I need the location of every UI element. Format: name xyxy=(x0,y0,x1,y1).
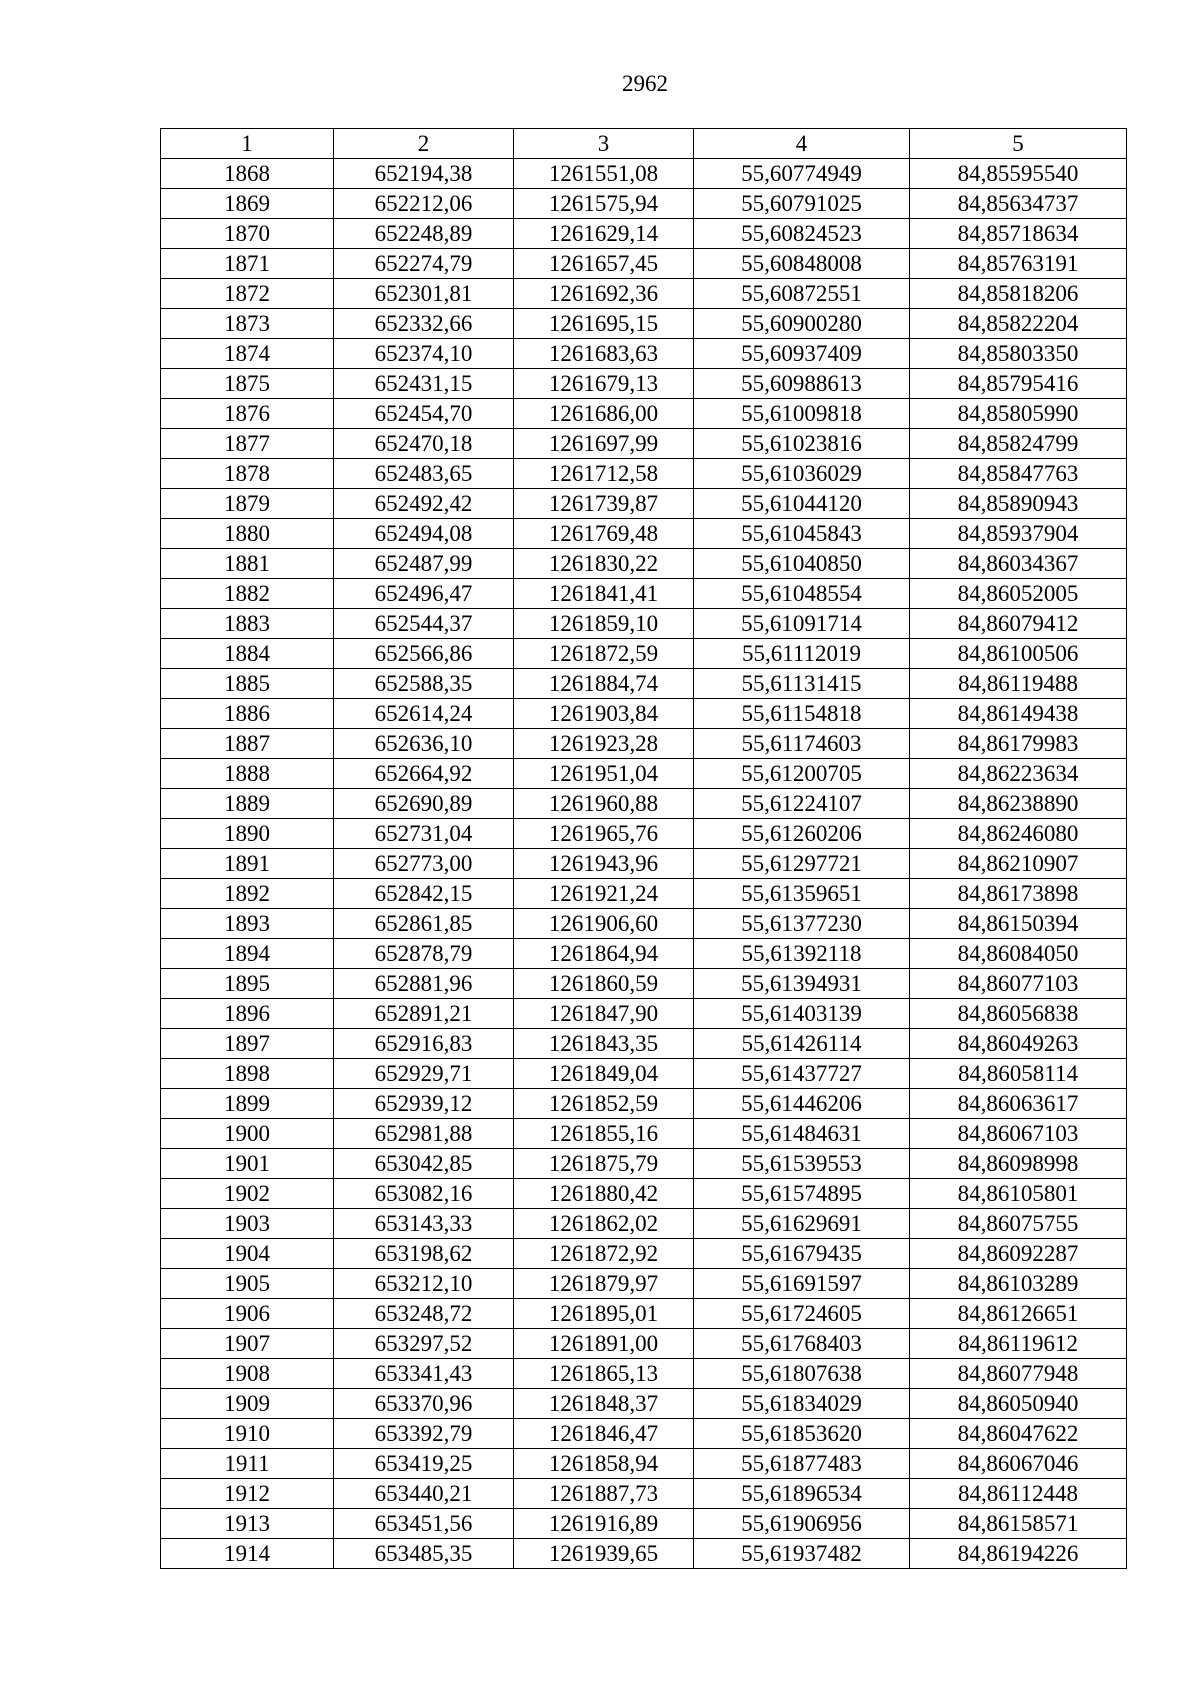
table-row xyxy=(161,1269,1127,1299)
longitude-cell: 84,85847763 xyxy=(910,459,1127,489)
column-header: 1 xyxy=(161,129,334,159)
latitude-cell: 55,61403139 xyxy=(694,999,910,1029)
table-row xyxy=(161,669,1127,699)
y-coordinate-cell: 1261921,24 xyxy=(514,879,694,909)
latitude-cell: 55,61877483 xyxy=(694,1449,910,1479)
y-coordinate-cell: 1261960,88 xyxy=(514,789,694,819)
table-row xyxy=(161,549,1127,579)
y-coordinate-cell: 1261847,90 xyxy=(514,999,694,1029)
longitude-cell: 84,85795416 xyxy=(910,369,1127,399)
y-coordinate-cell: 1261739,87 xyxy=(514,489,694,519)
y-coordinate-cell: 1261692,36 xyxy=(514,279,694,309)
x-coordinate-cell: 653248,72 xyxy=(334,1299,514,1329)
table-row xyxy=(161,339,1127,369)
point-number-cell: 1897 xyxy=(161,1029,334,1059)
latitude-cell: 55,61906956 xyxy=(694,1509,910,1539)
x-coordinate-cell: 652431,15 xyxy=(334,369,514,399)
longitude-cell: 84,86067046 xyxy=(910,1449,1127,1479)
x-coordinate-cell: 652374,10 xyxy=(334,339,514,369)
longitude-cell: 84,86098998 xyxy=(910,1149,1127,1179)
longitude-cell: 84,85595540 xyxy=(910,159,1127,189)
y-coordinate-cell: 1261695,15 xyxy=(514,309,694,339)
table-row xyxy=(161,1089,1127,1119)
y-coordinate-cell: 1261887,73 xyxy=(514,1479,694,1509)
y-coordinate-cell: 1261712,58 xyxy=(514,459,694,489)
longitude-cell: 84,86063617 xyxy=(910,1089,1127,1119)
point-number-cell: 1873 xyxy=(161,309,334,339)
y-coordinate-cell: 1261872,92 xyxy=(514,1239,694,1269)
y-coordinate-cell: 1261872,59 xyxy=(514,639,694,669)
table-row xyxy=(161,639,1127,669)
y-coordinate-cell: 1261629,14 xyxy=(514,219,694,249)
latitude-cell: 55,61040850 xyxy=(694,549,910,579)
x-coordinate-cell: 652274,79 xyxy=(334,249,514,279)
y-coordinate-cell: 1261551,08 xyxy=(514,159,694,189)
y-coordinate-cell: 1261965,76 xyxy=(514,819,694,849)
latitude-cell: 55,61045843 xyxy=(694,519,910,549)
longitude-cell: 84,85805990 xyxy=(910,399,1127,429)
table-row xyxy=(161,1329,1127,1359)
x-coordinate-cell: 653419,25 xyxy=(334,1449,514,1479)
x-coordinate-cell: 652773,00 xyxy=(334,849,514,879)
latitude-cell: 55,61112019 xyxy=(694,639,910,669)
point-number-cell: 1905 xyxy=(161,1269,334,1299)
longitude-cell: 84,86105801 xyxy=(910,1179,1127,1209)
longitude-cell: 84,86246080 xyxy=(910,819,1127,849)
point-number-cell: 1870 xyxy=(161,219,334,249)
latitude-cell: 55,61359651 xyxy=(694,879,910,909)
longitude-cell: 84,86034367 xyxy=(910,549,1127,579)
table-row xyxy=(161,369,1127,399)
x-coordinate-cell: 652664,92 xyxy=(334,759,514,789)
x-coordinate-cell: 652588,35 xyxy=(334,669,514,699)
longitude-cell: 84,86079412 xyxy=(910,609,1127,639)
table-row xyxy=(161,999,1127,1029)
longitude-cell: 84,86112448 xyxy=(910,1479,1127,1509)
latitude-cell: 55,61539553 xyxy=(694,1149,910,1179)
x-coordinate-cell: 653451,56 xyxy=(334,1509,514,1539)
x-coordinate-cell: 652881,96 xyxy=(334,969,514,999)
longitude-cell: 84,86126651 xyxy=(910,1299,1127,1329)
latitude-cell: 55,61807638 xyxy=(694,1359,910,1389)
table-row xyxy=(161,429,1127,459)
point-number-cell: 1895 xyxy=(161,969,334,999)
longitude-cell: 84,86179983 xyxy=(910,729,1127,759)
x-coordinate-cell: 652194,38 xyxy=(334,159,514,189)
latitude-cell: 55,61200705 xyxy=(694,759,910,789)
x-coordinate-cell: 653370,96 xyxy=(334,1389,514,1419)
table-row xyxy=(161,789,1127,819)
table-row xyxy=(161,819,1127,849)
longitude-cell: 84,85634737 xyxy=(910,189,1127,219)
latitude-cell: 55,61048554 xyxy=(694,579,910,609)
point-number-cell: 1878 xyxy=(161,459,334,489)
point-number-cell: 1908 xyxy=(161,1359,334,1389)
latitude-cell: 55,61724605 xyxy=(694,1299,910,1329)
x-coordinate-cell: 653198,62 xyxy=(334,1239,514,1269)
table-row xyxy=(161,1059,1127,1089)
point-number-cell: 1904 xyxy=(161,1239,334,1269)
point-number-cell: 1903 xyxy=(161,1209,334,1239)
x-coordinate-cell: 652248,89 xyxy=(334,219,514,249)
longitude-cell: 84,86050940 xyxy=(910,1389,1127,1419)
latitude-cell: 55,61044120 xyxy=(694,489,910,519)
longitude-cell: 84,85822204 xyxy=(910,309,1127,339)
point-number-cell: 1898 xyxy=(161,1059,334,1089)
y-coordinate-cell: 1261916,89 xyxy=(514,1509,694,1539)
table-row xyxy=(161,1029,1127,1059)
y-coordinate-cell: 1261575,94 xyxy=(514,189,694,219)
longitude-cell: 84,86100506 xyxy=(910,639,1127,669)
table-row xyxy=(161,219,1127,249)
point-number-cell: 1891 xyxy=(161,849,334,879)
x-coordinate-cell: 652487,99 xyxy=(334,549,514,579)
point-number-cell: 1882 xyxy=(161,579,334,609)
y-coordinate-cell: 1261903,84 xyxy=(514,699,694,729)
longitude-cell: 84,86075755 xyxy=(910,1209,1127,1239)
latitude-cell: 55,61036029 xyxy=(694,459,910,489)
x-coordinate-cell: 652301,81 xyxy=(334,279,514,309)
longitude-cell: 84,85937904 xyxy=(910,519,1127,549)
latitude-cell: 55,61853620 xyxy=(694,1419,910,1449)
latitude-cell: 55,60824523 xyxy=(694,219,910,249)
y-coordinate-cell: 1261862,02 xyxy=(514,1209,694,1239)
latitude-cell: 55,61224107 xyxy=(694,789,910,819)
table-row xyxy=(161,1209,1127,1239)
x-coordinate-cell: 653143,33 xyxy=(334,1209,514,1239)
point-number-cell: 1894 xyxy=(161,939,334,969)
x-coordinate-cell: 652492,42 xyxy=(334,489,514,519)
table-row xyxy=(161,1449,1127,1479)
column-header: 3 xyxy=(514,129,694,159)
y-coordinate-cell: 1261830,22 xyxy=(514,549,694,579)
longitude-cell: 84,86194226 xyxy=(910,1539,1127,1569)
x-coordinate-cell: 652332,66 xyxy=(334,309,514,339)
point-number-cell: 1869 xyxy=(161,189,334,219)
point-number-cell: 1914 xyxy=(161,1539,334,1569)
point-number-cell: 1877 xyxy=(161,429,334,459)
y-coordinate-cell: 1261891,00 xyxy=(514,1329,694,1359)
y-coordinate-cell: 1261697,99 xyxy=(514,429,694,459)
point-number-cell: 1912 xyxy=(161,1479,334,1509)
y-coordinate-cell: 1261923,28 xyxy=(514,729,694,759)
table-row xyxy=(161,1389,1127,1419)
table-row xyxy=(161,309,1127,339)
point-number-cell: 1899 xyxy=(161,1089,334,1119)
table-row xyxy=(161,489,1127,519)
latitude-cell: 55,61768403 xyxy=(694,1329,910,1359)
table-row xyxy=(161,1539,1127,1569)
longitude-cell: 84,85890943 xyxy=(910,489,1127,519)
longitude-cell: 84,86103289 xyxy=(910,1269,1127,1299)
point-number-cell: 1868 xyxy=(161,159,334,189)
y-coordinate-cell: 1261943,96 xyxy=(514,849,694,879)
longitude-cell: 84,86223634 xyxy=(910,759,1127,789)
x-coordinate-cell: 652544,37 xyxy=(334,609,514,639)
table-row xyxy=(161,1479,1127,1509)
latitude-cell: 55,61377230 xyxy=(694,909,910,939)
table-row xyxy=(161,939,1127,969)
latitude-cell: 55,61691597 xyxy=(694,1269,910,1299)
latitude-cell: 55,61091714 xyxy=(694,609,910,639)
y-coordinate-cell: 1261895,01 xyxy=(514,1299,694,1329)
table-row xyxy=(161,459,1127,489)
latitude-cell: 55,60988613 xyxy=(694,369,910,399)
latitude-cell: 55,61574895 xyxy=(694,1179,910,1209)
latitude-cell: 55,61437727 xyxy=(694,1059,910,1089)
x-coordinate-cell: 653042,85 xyxy=(334,1149,514,1179)
table-row xyxy=(161,729,1127,759)
table-row xyxy=(161,1299,1127,1329)
x-coordinate-cell: 652731,04 xyxy=(334,819,514,849)
longitude-cell: 84,85824799 xyxy=(910,429,1127,459)
latitude-cell: 55,60848008 xyxy=(694,249,910,279)
table-row xyxy=(161,969,1127,999)
latitude-cell: 55,60774949 xyxy=(694,159,910,189)
x-coordinate-cell: 652494,08 xyxy=(334,519,514,549)
latitude-cell: 55,60872551 xyxy=(694,279,910,309)
table-row xyxy=(161,579,1127,609)
longitude-cell: 84,86150394 xyxy=(910,909,1127,939)
point-number-cell: 1872 xyxy=(161,279,334,309)
longitude-cell: 84,86067103 xyxy=(910,1119,1127,1149)
x-coordinate-cell: 652496,47 xyxy=(334,579,514,609)
longitude-cell: 84,86084050 xyxy=(910,939,1127,969)
y-coordinate-cell: 1261939,65 xyxy=(514,1539,694,1569)
latitude-cell: 55,61937482 xyxy=(694,1539,910,1569)
latitude-cell: 55,60900280 xyxy=(694,309,910,339)
page-number: 2962 xyxy=(622,71,668,96)
table-row xyxy=(161,1239,1127,1269)
y-coordinate-cell: 1261875,79 xyxy=(514,1149,694,1179)
point-number-cell: 1884 xyxy=(161,639,334,669)
table-row xyxy=(161,849,1127,879)
y-coordinate-cell: 1261879,97 xyxy=(514,1269,694,1299)
y-coordinate-cell: 1261906,60 xyxy=(514,909,694,939)
y-coordinate-cell: 1261686,00 xyxy=(514,399,694,429)
table-header-row xyxy=(161,129,1127,159)
longitude-cell: 84,85718634 xyxy=(910,219,1127,249)
coordinates-table xyxy=(160,128,1127,1569)
y-coordinate-cell: 1261849,04 xyxy=(514,1059,694,1089)
point-number-cell: 1907 xyxy=(161,1329,334,1359)
table-row xyxy=(161,699,1127,729)
x-coordinate-cell: 652614,24 xyxy=(334,699,514,729)
latitude-cell: 55,61154818 xyxy=(694,699,910,729)
y-coordinate-cell: 1261848,37 xyxy=(514,1389,694,1419)
point-number-cell: 1900 xyxy=(161,1119,334,1149)
y-coordinate-cell: 1261858,94 xyxy=(514,1449,694,1479)
x-coordinate-cell: 653440,21 xyxy=(334,1479,514,1509)
y-coordinate-cell: 1261864,94 xyxy=(514,939,694,969)
y-coordinate-cell: 1261855,16 xyxy=(514,1119,694,1149)
latitude-cell: 55,61394931 xyxy=(694,969,910,999)
table-row xyxy=(161,879,1127,909)
x-coordinate-cell: 653212,10 xyxy=(334,1269,514,1299)
point-number-cell: 1888 xyxy=(161,759,334,789)
x-coordinate-cell: 652916,83 xyxy=(334,1029,514,1059)
longitude-cell: 84,85818206 xyxy=(910,279,1127,309)
point-number-cell: 1889 xyxy=(161,789,334,819)
latitude-cell: 55,61392118 xyxy=(694,939,910,969)
y-coordinate-cell: 1261865,13 xyxy=(514,1359,694,1389)
column-header: 5 xyxy=(910,129,1127,159)
latitude-cell: 55,61174603 xyxy=(694,729,910,759)
longitude-cell: 84,86047622 xyxy=(910,1419,1127,1449)
x-coordinate-cell: 652939,12 xyxy=(334,1089,514,1119)
y-coordinate-cell: 1261769,48 xyxy=(514,519,694,549)
longitude-cell: 84,85763191 xyxy=(910,249,1127,279)
point-number-cell: 1911 xyxy=(161,1449,334,1479)
latitude-cell: 55,60791025 xyxy=(694,189,910,219)
latitude-cell: 55,60937409 xyxy=(694,339,910,369)
latitude-cell: 55,61679435 xyxy=(694,1239,910,1269)
longitude-cell: 84,86092287 xyxy=(910,1239,1127,1269)
x-coordinate-cell: 652891,21 xyxy=(334,999,514,1029)
x-coordinate-cell: 653485,35 xyxy=(334,1539,514,1569)
x-coordinate-cell: 652861,85 xyxy=(334,909,514,939)
x-coordinate-cell: 653297,52 xyxy=(334,1329,514,1359)
x-coordinate-cell: 653082,16 xyxy=(334,1179,514,1209)
longitude-cell: 84,86119612 xyxy=(910,1329,1127,1359)
y-coordinate-cell: 1261846,47 xyxy=(514,1419,694,1449)
column-header: 4 xyxy=(694,129,910,159)
latitude-cell: 55,61426114 xyxy=(694,1029,910,1059)
table-row xyxy=(161,1149,1127,1179)
y-coordinate-cell: 1261683,63 xyxy=(514,339,694,369)
point-number-cell: 1883 xyxy=(161,609,334,639)
longitude-cell: 84,86238890 xyxy=(910,789,1127,819)
y-coordinate-cell: 1261860,59 xyxy=(514,969,694,999)
x-coordinate-cell: 652690,89 xyxy=(334,789,514,819)
point-number-cell: 1896 xyxy=(161,999,334,1029)
point-number-cell: 1880 xyxy=(161,519,334,549)
y-coordinate-cell: 1261843,35 xyxy=(514,1029,694,1059)
y-coordinate-cell: 1261880,42 xyxy=(514,1179,694,1209)
x-coordinate-cell: 652566,86 xyxy=(334,639,514,669)
table-row xyxy=(161,609,1127,639)
point-number-cell: 1913 xyxy=(161,1509,334,1539)
table-row xyxy=(161,1509,1127,1539)
point-number-cell: 1879 xyxy=(161,489,334,519)
table-row xyxy=(161,1359,1127,1389)
longitude-cell: 84,86077948 xyxy=(910,1359,1127,1389)
point-number-cell: 1886 xyxy=(161,699,334,729)
table-row xyxy=(161,399,1127,429)
table-row xyxy=(161,759,1127,789)
x-coordinate-cell: 652981,88 xyxy=(334,1119,514,1149)
table-row xyxy=(161,159,1127,189)
point-number-cell: 1881 xyxy=(161,549,334,579)
longitude-cell: 84,86210907 xyxy=(910,849,1127,879)
point-number-cell: 1874 xyxy=(161,339,334,369)
latitude-cell: 55,61131415 xyxy=(694,669,910,699)
point-number-cell: 1885 xyxy=(161,669,334,699)
latitude-cell: 55,61009818 xyxy=(694,399,910,429)
table-row xyxy=(161,1179,1127,1209)
longitude-cell: 84,86077103 xyxy=(910,969,1127,999)
point-number-cell: 1892 xyxy=(161,879,334,909)
table-row xyxy=(161,1119,1127,1149)
longitude-cell: 84,85803350 xyxy=(910,339,1127,369)
x-coordinate-cell: 652842,15 xyxy=(334,879,514,909)
table-body xyxy=(161,159,1127,1569)
table-row xyxy=(161,279,1127,309)
y-coordinate-cell: 1261859,10 xyxy=(514,609,694,639)
longitude-cell: 84,86149438 xyxy=(910,699,1127,729)
point-number-cell: 1887 xyxy=(161,729,334,759)
y-coordinate-cell: 1261657,45 xyxy=(514,249,694,279)
x-coordinate-cell: 652212,06 xyxy=(334,189,514,219)
y-coordinate-cell: 1261951,04 xyxy=(514,759,694,789)
x-coordinate-cell: 652470,18 xyxy=(334,429,514,459)
latitude-cell: 55,61629691 xyxy=(694,1209,910,1239)
table-row xyxy=(161,519,1127,549)
y-coordinate-cell: 1261841,41 xyxy=(514,579,694,609)
latitude-cell: 55,61260206 xyxy=(694,819,910,849)
latitude-cell: 55,61446206 xyxy=(694,1089,910,1119)
x-coordinate-cell: 652636,10 xyxy=(334,729,514,759)
longitude-cell: 84,86052005 xyxy=(910,579,1127,609)
table-row xyxy=(161,909,1127,939)
point-number-cell: 1871 xyxy=(161,249,334,279)
x-coordinate-cell: 652454,70 xyxy=(334,399,514,429)
y-coordinate-cell: 1261852,59 xyxy=(514,1089,694,1119)
y-coordinate-cell: 1261679,13 xyxy=(514,369,694,399)
longitude-cell: 84,86056838 xyxy=(910,999,1127,1029)
column-header: 2 xyxy=(334,129,514,159)
table-row xyxy=(161,1419,1127,1449)
longitude-cell: 84,86049263 xyxy=(910,1029,1127,1059)
point-number-cell: 1909 xyxy=(161,1389,334,1419)
table-row xyxy=(161,189,1127,219)
y-coordinate-cell: 1261884,74 xyxy=(514,669,694,699)
longitude-cell: 84,86058114 xyxy=(910,1059,1127,1089)
point-number-cell: 1876 xyxy=(161,399,334,429)
table-row xyxy=(161,249,1127,279)
latitude-cell: 55,61023816 xyxy=(694,429,910,459)
latitude-cell: 55,61484631 xyxy=(694,1119,910,1149)
x-coordinate-cell: 652483,65 xyxy=(334,459,514,489)
point-number-cell: 1910 xyxy=(161,1419,334,1449)
longitude-cell: 84,86119488 xyxy=(910,669,1127,699)
latitude-cell: 55,61896534 xyxy=(694,1479,910,1509)
point-number-cell: 1893 xyxy=(161,909,334,939)
x-coordinate-cell: 652929,71 xyxy=(334,1059,514,1089)
point-number-cell: 1902 xyxy=(161,1179,334,1209)
latitude-cell: 55,61297721 xyxy=(694,849,910,879)
point-number-cell: 1890 xyxy=(161,819,334,849)
x-coordinate-cell: 653341,43 xyxy=(334,1359,514,1389)
point-number-cell: 1875 xyxy=(161,369,334,399)
x-coordinate-cell: 652878,79 xyxy=(334,939,514,969)
point-number-cell: 1901 xyxy=(161,1149,334,1179)
longitude-cell: 84,86173898 xyxy=(910,879,1127,909)
point-number-cell: 1906 xyxy=(161,1299,334,1329)
longitude-cell: 84,86158571 xyxy=(910,1509,1127,1539)
x-coordinate-cell: 653392,79 xyxy=(334,1419,514,1449)
latitude-cell: 55,61834029 xyxy=(694,1389,910,1419)
